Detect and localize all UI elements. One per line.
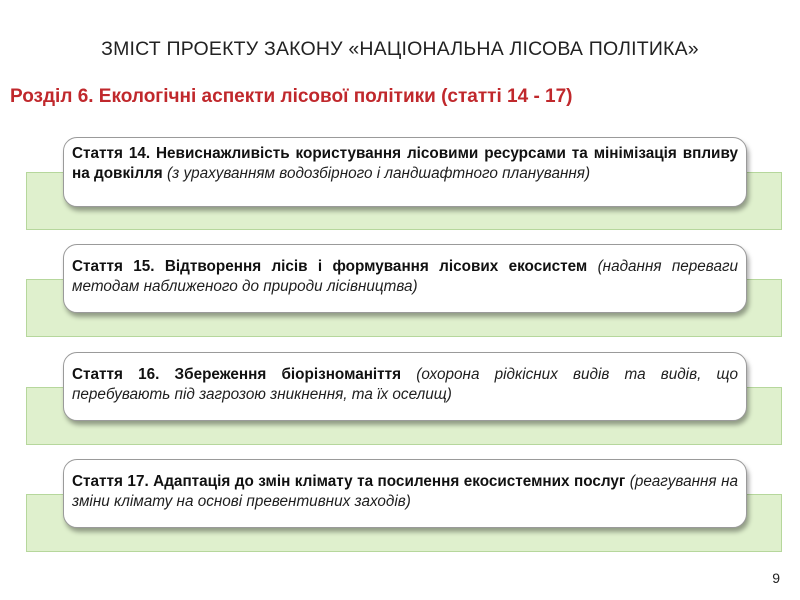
- article-heading: Стаття 16. Збереження біорізноманіття: [72, 366, 402, 383]
- article-card-14: [63, 137, 747, 207]
- article-card-15: [63, 244, 747, 313]
- article-heading: Стаття 15. Відтворення лісів і формування лісових екосистем: [72, 258, 588, 275]
- article-note: (реагування на зміни клімату на основі превентивних заходів): [72, 473, 739, 510]
- section-subtitle: Розділ 6. Екологічні аспекти лісової політики (статті 14 - 17): [10, 86, 573, 107]
- page-number: 9: [772, 570, 780, 586]
- article-card-17: [63, 459, 747, 528]
- article-note: (з урахуванням водозбірного і ландшафтного планування): [166, 165, 591, 182]
- article-note: (охорона рідкісних видів та видів, що перебувають під загрозою зникнення, та їх оселищ): [72, 366, 739, 403]
- article-heading: Стаття 14. Невиснажливість користування лісовими ресурсами та мінімізація впливу на довкілля: [72, 145, 738, 182]
- article-heading: Стаття 17. Адаптація до змін клімату та посилення екосистемних послуг: [72, 473, 626, 490]
- article-note: (надання переваги методам наближеного до природи лісівництва): [72, 258, 739, 295]
- article-card-16: [63, 352, 747, 421]
- slide-title: ЗМІСТ ПРОЕКТУ ЗАКОНУ «НАЦІОНАЛЬНА ЛІСОВА ПОЛІТИКА»: [101, 38, 699, 60]
